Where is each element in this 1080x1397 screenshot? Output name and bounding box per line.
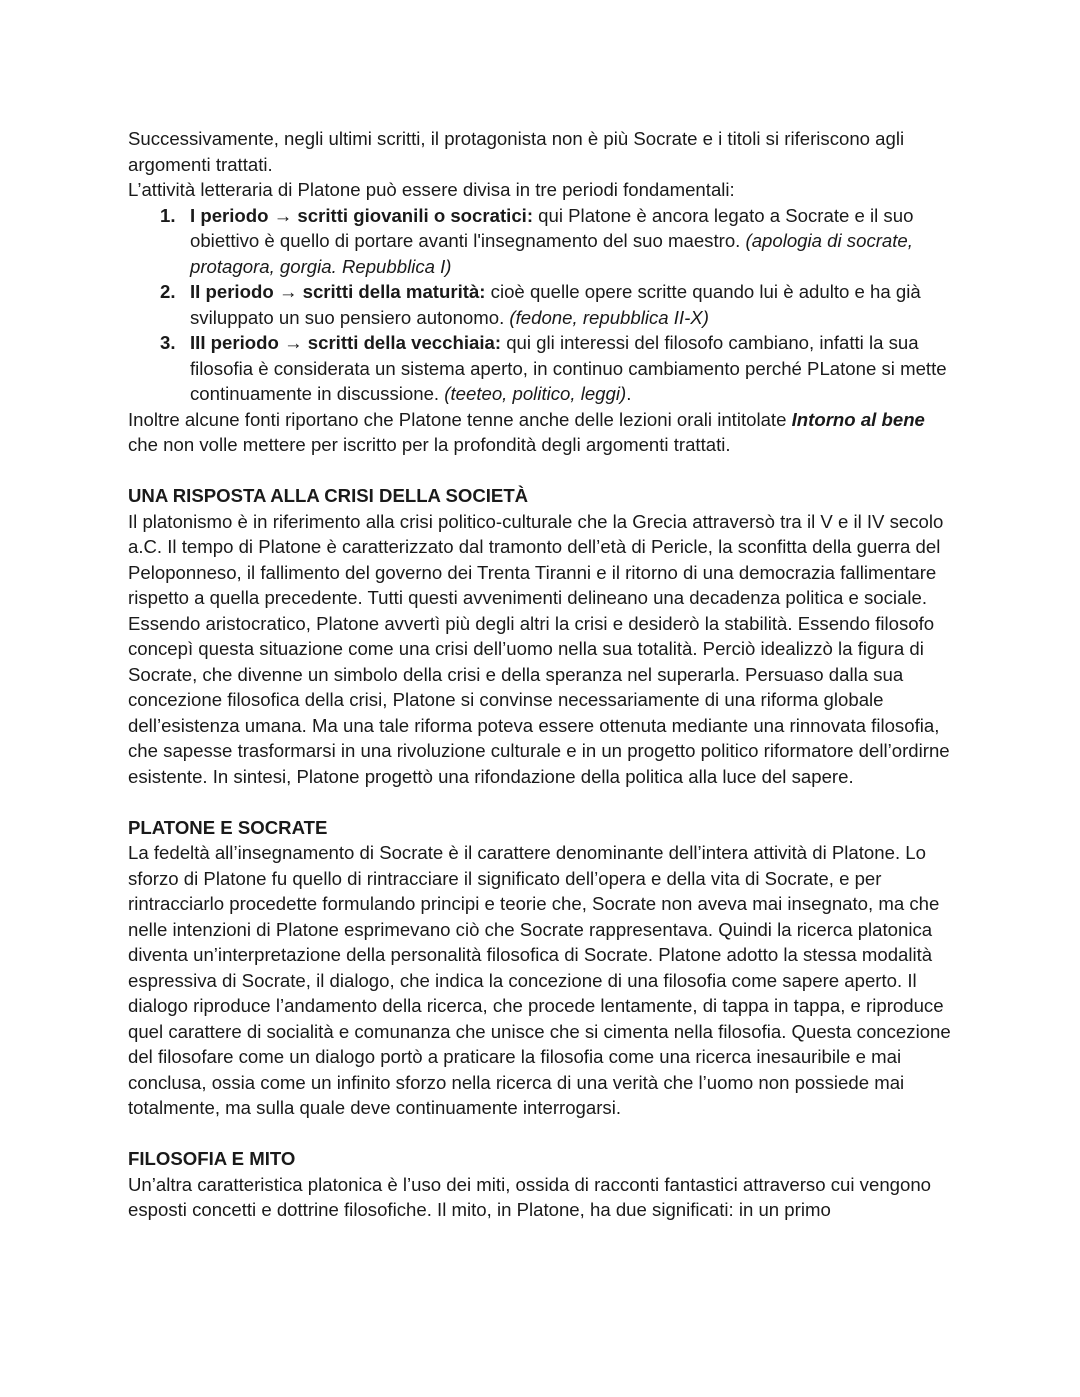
period-text: qui gli interessi del filosofo cambiano, infatti la sua filosofia è considerata un sistema aperto, in continuo cambiamento perché PLatone si mette continuamente in discussione. xyxy=(190,332,947,404)
lecture-title: Intorno al bene xyxy=(791,408,925,430)
periods-list xyxy=(128,203,958,407)
section-heading: FILOSOFIA E MITO xyxy=(128,1148,296,1169)
section-heading: UNA RISPOSTA ALLA CRISI DELLA SOCIETÀ xyxy=(128,485,529,506)
list-item xyxy=(128,330,958,407)
outro-paragraph xyxy=(128,407,958,458)
document-page xyxy=(128,126,958,1223)
section-body: Il platonismo è in riferimento alla crisi politico-culturale che la Grecia attraversò tra il V e il IV secolo a.C. Il tempo di Platone è caratterizzato dal tramonto dell’età di Pericle, la sconfitta della guerra del Peloponneso, il fallimento del governo dei Trenta Tiranni e il ritorno di una democrazia fallimentare rispetto a quella precedente. Tutti questi avvenimenti delineano una decadenza politica e sociale. Essendo aristocratico, Platone avvertì più degli altri la crisi e desiderò la stabilità. Essendo filosofo concepì questa situazione come una crisi dell’uomo nella sua totalità. Perciò idealizzò la figura di Socrate, che divenne un simbolo della crisi e della speranza nel superarla. Persuaso dalla sua concezione filosofica della crisi, Platone si convinse necessariamente di una riforma globale dell’esistenza umana. Ma una tale riforma poteva essere ottenuta mediante una rinnovata filosofia, che sapesse trasformarsi in una rivoluzione culturale e in un progetto politico riformatore dell’ordirne esistente. In sintesi, Platone progettò una rifondazione della politica alla luce del sapere. xyxy=(128,510,950,787)
period-works: (apologia di socrate, protagora, gorgia. Repubblica I) xyxy=(190,230,913,277)
section-body: La fedeltà all’insegnamento di Socrate è il carattere denominante dell’intera attività di Platone. Lo sforzo di Platone fu quello di rintracciare il significato dell’opera e della vita di Socrate, e per rintracciarlo procedette formulando principi e teorie che, Socrate non aveva mai insegnato, ma che nelle intenzioni di Platone esprimevano ciò che Socrate rappresentava. Quindi la ricerca platonica diventa un’interpretazione della personalità filosofica di Socrate. Platone adotto la stessa modalità espressiva di Socrate, il dialogo, che indica la concezione di una filosofia come sapere aperto. Il dialogo riproduce l’andamento della ricerca, che procede lentamente, di tappa in tappa, e riproduce quel carattere di socialità e comunanza che unisce che si cimenta nella filosofia. Questa concezione del filosofare come un dialogo portò a praticare la filosofia come una ricerca inesauribile e mai conclusa, ossia come un infinito sforzo nella ricerca di una verità che l’uomo non possiede mai totalmente, ma sulla quale deve continuamente interrogarsi. xyxy=(128,842,951,1118)
period-text: cioè quelle opere scritte quando lui è adulto e ha già sviluppato un suo pensiero autonomo. xyxy=(190,281,921,328)
period-label: I periodo → scritti giovanili o socratici: xyxy=(190,204,534,226)
period-works: (fedone, repubblica II-X) xyxy=(509,306,709,328)
period-works: (teeteo, politico, leggi) xyxy=(444,383,627,404)
section-filosofia-mito xyxy=(128,1146,958,1223)
section-platone-socrate xyxy=(128,815,958,1121)
period-tail: . xyxy=(626,383,632,404)
outro-before: Inoltre alcune fonti riportano che Platone tenne anche delle lezioni orali intitolate xyxy=(128,408,792,430)
section-crisi xyxy=(128,483,958,789)
section-body: Un’altra caratteristica platonica è l’uso dei miti, ossida di racconti fantastici attraverso cui vengono esposti concetti e dottrine filosofiche. Il mito, in Platone, ha due significati: in un primo xyxy=(128,1173,932,1220)
period-label: III periodo → scritti della vecchiaia: xyxy=(190,332,502,353)
outro-after: che non volle mettere per iscritto per la profondità degli argomenti trattati. xyxy=(128,434,731,455)
intro-paragraph: Successivamente, negli ultimi scritti, il protagonista non è più Socrate e i titoli si riferiscono agli argomenti trattati. xyxy=(128,128,905,175)
list-number: 1. xyxy=(160,204,176,226)
periods-lead: L’attività letteraria di Platone può essere divisa in tre periodi fondamentali: xyxy=(128,179,735,200)
period-text: qui Platone è ancora legato a Socrate e il suo obiettivo è quello di portare avanti l'insegnamento del suo maestro. xyxy=(190,204,914,251)
list-number: 2. xyxy=(160,281,176,302)
list-item xyxy=(128,203,958,280)
section-heading: PLATONE E SOCRATE xyxy=(128,816,328,838)
period-label: II periodo → scritti della maturità: xyxy=(190,281,486,302)
list-number: 3. xyxy=(160,332,176,353)
list-item xyxy=(128,279,958,330)
